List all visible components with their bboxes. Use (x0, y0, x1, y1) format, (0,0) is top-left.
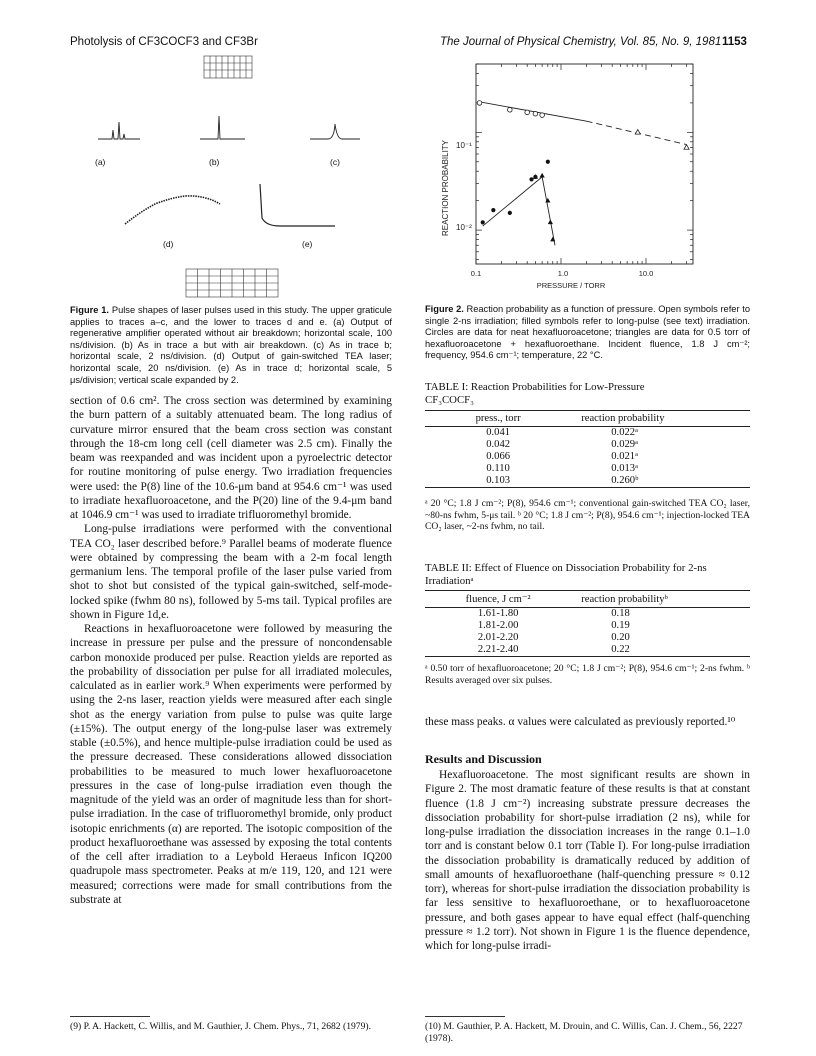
trace-c (310, 124, 360, 139)
panel-label-e: (e) (302, 239, 313, 249)
table-2-title: TABLE II: Effect of Fluence on Dissociation Probability for 2-ns Irradiationᵃ (425, 562, 707, 587)
plot-frame (476, 64, 693, 264)
table-1 (425, 410, 750, 488)
data-point-open-circle (525, 110, 530, 115)
page-number: 1153 (722, 36, 747, 48)
panel-label-d: (d) (163, 239, 174, 249)
table-2-note: ᵃ 0.50 torr of hexafluoroacetone; 20 °C; 1.8 J cm⁻²; P(8), 954.6 cm⁻¹; 2-ns fwhm. ᵇ Results averaged over six pulses. (425, 663, 750, 686)
data-point-filled-circle (491, 208, 495, 212)
table-cell: 0.20 (611, 632, 630, 643)
panel-label-c: (c) (330, 157, 340, 167)
x-tick-label: 0.1 (470, 269, 482, 278)
table-cell: 0.260ᵇ (571, 475, 750, 488)
right-column-body: Hexafluoroacetone. The most significant results are shown in Figure 2. The most dramatic feature of these results is that at constant fluence (1.8 J cm⁻²) increasing substrate pressure decreases the dissociation probability for short-pulse irradiation (2 ns), while for long-pulse irradiation the dissociation increases in the range 0.1–1.0 torr and is constant below 0.1 torr (Table I). For long-pulse irradiation the dissociation probability is dramatically reduced by addition of small amounts of hexafluoroethane (half-quenching pressure ≈ 0.12 torr), whereas for short-pulse irradiation the dissociation probability is far less sensitive to hexafluoroethane, or to hexafluoroacetone pressure, and both gases appear to have equal effect (half-quenching pressure ≈ 1.2 torr). Not shown in Figure 1 is the fluence dependence, which for long-pulse irradi- (425, 769, 750, 952)
table-row (425, 620, 750, 632)
table-1-note: ᵃ 20 °C; 1.8 J cm⁻²; P(8), 954.6 cm⁻¹; conventional gain-switched TEA CO₂ laser, ~80-ns fwhm, 5-μs tail. ᵇ 20 °C; 1.8 J cm⁻²; P(8), 954.6 cm⁻¹; injection-locked TEA CO₂ laser, ~2-ns fwhm, no tail. (425, 498, 750, 533)
table-cell: 1.61-1.80 (477, 608, 519, 619)
section-heading: Results and Discussion (425, 752, 542, 766)
table-cell: 0.022ᵃ (611, 427, 638, 438)
y-axis-label: REACTION PROBABILITY (441, 139, 450, 236)
footnote-rule (70, 1016, 150, 1017)
data-point-filled-triangle (540, 173, 545, 178)
table-cell: 0.013ᵃ (611, 463, 638, 474)
right-column-top-text: these mass peaks. α values were calculated as previously reported.¹⁰ (425, 716, 736, 728)
table-cell: 0.042 (486, 439, 511, 450)
data-point-filled-circle (481, 220, 485, 224)
data-point-open-circle (533, 111, 538, 116)
table-cell: 0.021ᵃ (611, 451, 638, 462)
figure-1-traces (70, 54, 410, 304)
figure-2-chart (428, 56, 718, 300)
y-tick-label: 10⁻² (456, 223, 472, 232)
table-cell: 0.19 (611, 620, 630, 631)
trace-e (260, 184, 335, 226)
fit-line (480, 102, 587, 121)
trace-b (200, 116, 245, 139)
data-point-open-triangle (684, 145, 689, 150)
footnote-rule (425, 1016, 505, 1017)
data-point-open-circle (477, 101, 482, 106)
data-point-filled-triangle (550, 237, 555, 242)
table-cell: 0.066 (486, 451, 511, 462)
data-point-open-circle (508, 108, 513, 113)
body-paragraph: Reactions in hexafluoroacetone were followed by measuring the increase in pressure per pulse and the pressure of noncondensable carbon monoxide produced per pulse. Reaction yields are reported as the probability of dissociation per pulse for all irradiated molecules, calculated as in earlier work.⁹ When experiments were performed by using the 2-ns laser, reaction yields were measured after each single shot as the energy variation from pulse to pulse was quite large (±15%). The output energy of the long-pulse laser was extremely stable (±0.5%), and hence multiple-pulse irradiation could be used as the pressure decreased. These considerations allowed dissociation probabilities to be measured to much lower hexafluoroacetone pressures in the case of long-pulse irradiation even though the magnitude of the yield was an order of magnitude less than for short-pulse irradiation. In the case of trifluoromethyl bromide, only product isotopic enrichments (α) are reported. The isotopic composition of the product hexafluoroethane was assessed by exposing the total contents of the cell after irradiation to a Leybold Heraeus Inficon IQ200 quadrupole mass spectrometer. Peaks at m/e 119, 120, and 121 were measured; corrections were made for small contributions from the substrate at (70, 623, 392, 906)
table-header: reaction probabilityᵇ (571, 591, 750, 608)
panel-label-a: (a) (95, 157, 106, 167)
table-header: reaction probability (571, 411, 750, 427)
data-point-filled-circle (546, 160, 550, 164)
table-cell: 0.22 (571, 644, 750, 657)
footnote-9: (9) P. A. Hackett, C. Willis, and M. Gauthier, J. Chem. Phys., 71, 2682 (1979). (70, 1021, 371, 1032)
body-paragraph: section of 0.6 cm². The cross section was determined by examining the burn pattern of a suitably attenuated beam. The long radius of curvature mirror ensured that the beam cross section was constant through the 18-cm long cell (cell diameter was 2.5 cm). Finally the beam was reexpanded and was incident upon a pyroelectric detector for routine monitoring of pulse energy. Two irradiation frequencies were used: the P(8) line of the 10.6-μm band at 954.6 cm⁻¹ was used to irradiate hexafluoroacetone, and the P(20) line of the 9.4-μm band at 1046.9 cm⁻¹ was used to irradiate trifluoromethyl bromide. (70, 395, 392, 521)
data-point-filled-triangle (548, 220, 553, 225)
x-tick-label: 1.0 (557, 269, 569, 278)
table-cell: 0.041 (486, 427, 511, 438)
table-header: press., torr (425, 411, 571, 427)
panel-label-b: (b) (209, 157, 220, 167)
body-paragraph: Long-pulse irradiations were performed with the conventional TEA CO₂ laser described before.⁹ Parallel beams of moderate fluence were obtained by compressing the beam with a 2-m focal length germanium lens. The temporal profile of the laser pulse varied from shot to shot but consisted of the typical gain-switched, self-mode-locked spike (fwhm 80 ns), followed by 5-ms tail. Typical profiles are shown in Figure 1d,e. (70, 523, 392, 621)
table-cell: 2.21-2.40 (425, 644, 571, 657)
figure-1-caption (70, 305, 392, 386)
table-cell: 0.103 (425, 475, 571, 488)
table-row (425, 632, 750, 644)
table-header: fluence, J cm⁻² (425, 591, 571, 608)
figure-1-caption-text: Pulse shapes of laser pulses used in this study. The upper graticule applies to traces a–c, and the lower to traces d and e. (a) Output of regenerative amplifier operated without air breakdown; horizontal scale, 100 ns/division. (b) As in trace a but with air breakdown. (c) As in trace b; horizontal scale, 2 ns/division. (d) Output of gain-switched TEA laser; horizontal scale, 20 ns/division. (e) As in trace d; horizontal scale, 5 μs/division; vertical scale expanded by 2. (70, 305, 392, 385)
footnote-10: (10) M. Gauthier, P. A. Hackett, M. Drouin, and C. Willis, Can. J. Chem., 56, 2227 (1978). (425, 1021, 743, 1044)
figure-1-caption-label: Figure 1. (70, 305, 110, 315)
table-row (425, 608, 750, 621)
figure-2-caption-label: Figure 2. (425, 304, 464, 314)
figure-2-caption-text: Reaction probability as a function of pressure. Open symbols refer to single 2-ns irradiation; filled symbols refer to long-pulse (see text) irradiation. Circles are data for neat hexafluoroacetone; triangles are data for 0.5 torr of hexafluoroacetone + hexafluoroethane. Incident fluence, 1.8 J cm⁻²; frequency, 954.6 cm⁻¹; temperature, 22 °C. (425, 304, 750, 361)
table-2 (425, 590, 750, 657)
upper-graticule (204, 56, 252, 78)
table-row (425, 451, 750, 463)
table-cell: 0.18 (611, 608, 630, 619)
data-point-filled-circle (508, 211, 512, 215)
table-row (425, 439, 750, 451)
trace-d (125, 196, 220, 224)
data-point-filled-circle (529, 177, 533, 181)
table-row (425, 644, 750, 657)
fit-line (483, 177, 542, 226)
data-point-open-triangle (635, 130, 640, 135)
table-cell: 2.01-2.20 (477, 632, 519, 643)
figure-2-caption (425, 304, 750, 362)
table-cell: 0.110 (486, 463, 510, 474)
data-point-open-circle (540, 113, 545, 118)
y-tick-label: 10⁻¹ (456, 141, 472, 150)
table-row (425, 475, 750, 488)
running-head-left: Photolysis of CF3COCF3 and CF3Br (70, 36, 258, 48)
left-column-body (70, 394, 392, 907)
table-cell: 0.029ᵃ (611, 439, 638, 450)
table-row (425, 463, 750, 475)
fit-line (542, 177, 555, 245)
trace-a (98, 122, 140, 139)
table-cell: 1.81-2.00 (477, 620, 519, 631)
table-1-title: TABLE I: Reaction Probabilities for Low-Pressure CF₃COCF₃ (425, 381, 645, 406)
table-row (425, 427, 750, 440)
lower-graticule (186, 269, 278, 297)
x-axis-label: PRESSURE / TORR (536, 281, 606, 290)
x-tick-label: 10.0 (638, 269, 654, 278)
running-head-journal: The Journal of Physical Chemistry, Vol. 85, No. 9, 1981 (440, 36, 722, 48)
